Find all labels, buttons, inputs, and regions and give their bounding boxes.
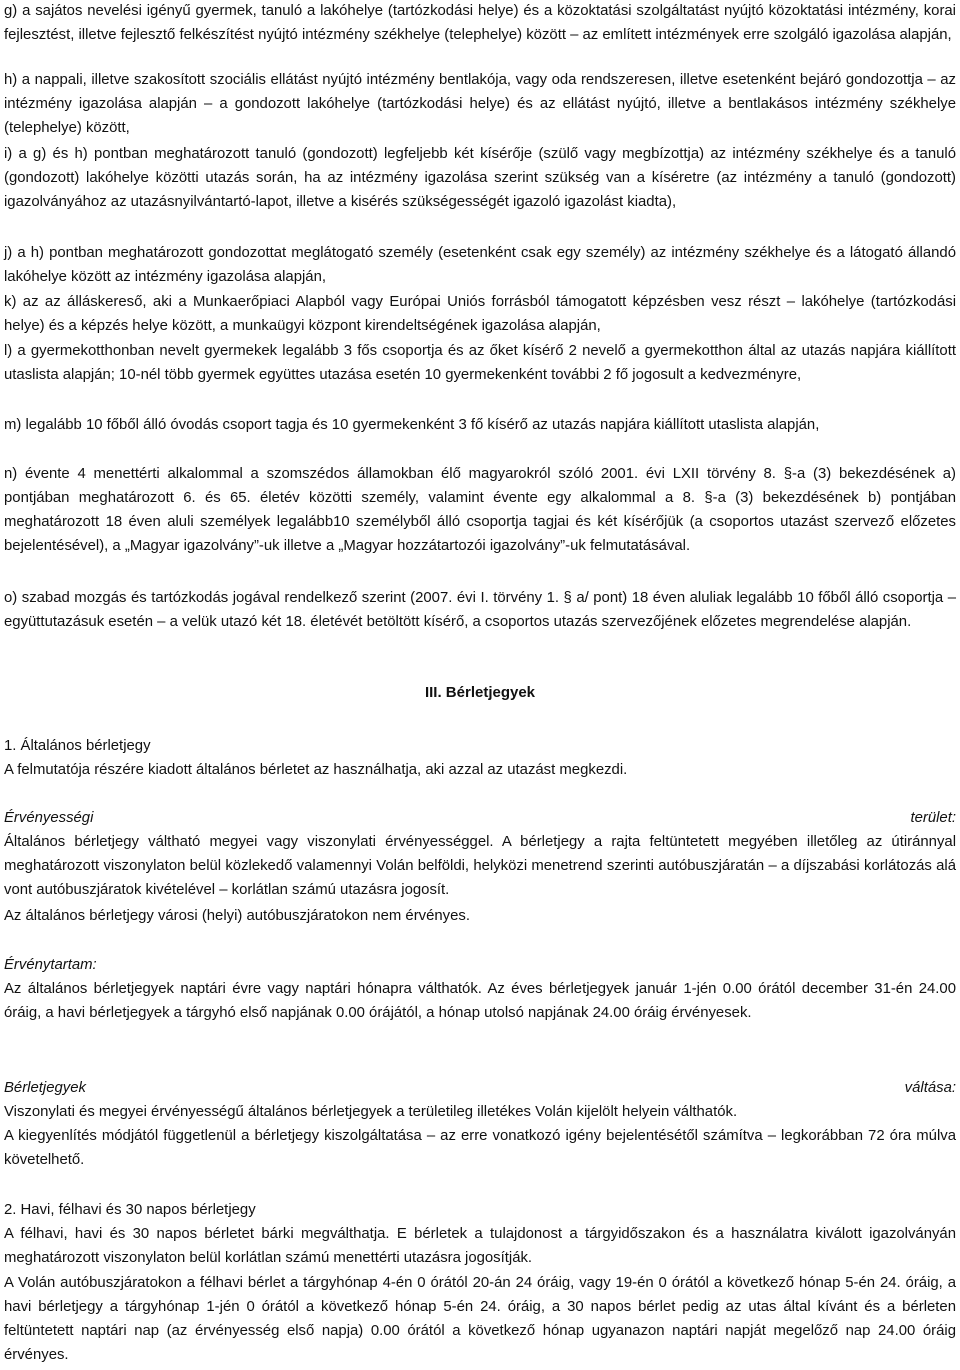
paragraph-k: k) az az álláskereső, aki a Munkaerőpiaci Alapból vagy Európai Uniós forrásból támogatott képzésben vesz részt – lakóhelye (tartózkodási helye) és a képzés helye között, a munkaügyi központ kirendeltségének igazolása alapján, [4, 294, 956, 334]
paragraph-h: h) a nappali, illetve szakosított szociális ellátást nyújtó intézmény bentlakója, vagy oda rendszeresen, illetve esetenként bejáró gondozottja – az intézmény igazolása alapján – a gondozott lakóhelye (tartózkodási helye) és az ellátást nyújtó, illetve a bentlakásos intézmény székhelye (telephelye) között, [4, 72, 956, 136]
general-pass-title: 1. Általános bérletjegy [4, 738, 151, 754]
monthly-pass-text-2: A Volán autóbuszjáratokon a félhavi bérlet a tárgyhónap 4-én 0 órától 20-án 24 óráig, vagy 19-én 0 órától a következő hónap 5-én 24. óráig, a havi bérletjegy a tárgyhónap 1-jén 0 órától a következő hónap 5-én 24. óráig, a 30 napos bérlet pedig az utas által kívánt és a bérleten feltüntetett naptári nap (az érvényesség első napja) 0.00 órától a következő hónap ugyanazon naptári napját megelőző nap 24.00 óráig érvényes. [4, 1275, 956, 1363]
purchase-text: Viszonylati és megyei érvényességű általános bérletjegyek a területileg illetékes Volán kijelölt helyein válthatók. [4, 1104, 738, 1120]
general-pass-intro: A felmutatója részére kiadott általános bérletet az használhatja, aki azzal az utazást megkezdi. [4, 762, 628, 778]
paragraph-o: o) szabad mozgás és tartózkodás jogával rendelkező szerint (2007. évi I. törvény 1. § a/ pont) 18 éven aluliak legalább 10 főből álló csoportja – együttutazásuk esetén – a velük utazó két 18. életévét betöltött kísérő, a csoportos utazás szervezőjének előzetes megrendelése alapján. [4, 590, 956, 630]
validity-period-label: Érvénytartam: [4, 957, 97, 973]
validity-area-label-right: terület: [910, 810, 956, 826]
validity-period-text: Az általános bérletjegyek naptári évre vagy naptári hónapra válthatók. Az éves bérletjegyek január 1-jén 0.00 órától december 31-én 24.00 óráig, a havi bérletjegyek a tárgyhó első napjának 0.00 órájától, a hónap utolsó napjának 24.00 óráig érvényesek. [4, 981, 956, 1021]
validity-area-note: Az általános bérletjegy városi (helyi) autóbuszjáratokon nem érvényes. [4, 908, 470, 924]
validity-area-text: Általános bérletjegy váltható megyei vagy viszonylati érvényességgel. A bérletjegy a rajta feltüntetett megyében illetőleg az útiránnyal meghatározott viszonylaton belül közlekedő valamennyi Volán belföldi, helyközi menetrend szerinti autóbuszjáratán – a díjszabási korlátozás alá vont autóbuszjáratok kivételével – korlátlan számú utazásra jogosít. [4, 834, 956, 898]
paragraph-m: m) legalább 10 főből álló óvodás csoport tagja és 10 gyermekenként 3 fő kísérő az utazás napjára kiállított utaslista alapján, [4, 417, 820, 433]
monthly-pass-title: 2. Havi, félhavi és 30 napos bérletjegy [4, 1202, 256, 1218]
paragraph-j: j) a h) pontban meghatározott gondozottat meglátogató személy (esetenként csak egy személy) az intézmény székhelye és a látogató állandó lakóhelye között az intézmény igazolása alapján, [4, 245, 956, 285]
monthly-pass-text-1: A félhavi, havi és 30 napos bérletet bárki megválthatja. E bérletek a tulajdonost a tárgyidőszakon és a használatra kiválott igazolványán meghatározott viszonylaton belül korlátlan számú menettérti utazásra jogosítják. [4, 1226, 956, 1266]
purchase-note: A kiegyenlítés módjától függetlenül a bérletjegy kiszolgáltatása – az erre vonatkozó igény bejelentésétől számítva – legkorábban 72 óra múlva követelhető. [4, 1128, 956, 1168]
paragraph-i: i) a g) és h) pontban meghatározott tanuló (gondozott) legfeljebb két kísérője (szülő vagy megbízottja) az intézmény székhelye és a tanuló (gondozott) lakóhelye közötti utazás során, ha az intézmény igazolása szerint szükség van a kíséretre (az intézmény a tanuló (gondozott) igazolványához az utazásnyilvántartó-lapot, illetve a kisérés szükségességét igazoló igazolást kiadta), [4, 146, 956, 210]
paragraph-g: g) a sajátos nevelési igényű gyermek, tanuló a lakóhelye (tartózkodási helye) és a közoktatási szolgáltatást nyújtó közoktatási intézmény, korai fejlesztést, illetve fejlesztő felkészítést nyújtó intézmény székhelye (telephelye) között – az említett intézmények erre szolgáló igazolása alapján, [4, 3, 956, 43]
section-heading: III. Bérletjegyek [424, 684, 536, 701]
purchase-label-left: Bérletjegyek [4, 1080, 86, 1096]
paragraph-n: n) évente 4 menettérti alkalommal a szomszédos államokban élő magyarokról szóló 2001. évi LXII törvény 8. §-a (3) bekezdésének a) pontjában meghatározott 6. és 65. életév közötti személy, valamint évente egy alkalommal a 8. §-a (3) bekezdésének b) pontjában meghatározott 18 éven aluli személyek legalább10 személyből álló csoportja tagjai és két kísérőjük (a csoportos utazást szervező előzetes bejelentésével), a „Magyar igazolvány”-uk illetve a „Magyar hozzátartozói igazolvány”-uk felmutatásával. [4, 466, 956, 554]
purchase-label-right: váltása: [904, 1080, 956, 1096]
paragraph-l: l) a gyermekotthonban nevelt gyermekek legalább 3 fős csoportja és az őket kísérő 2 nevelő a gyermekotthon által az utazás napjára kiállított utaslista alapján; 10-nél több gyermek együttes utazása esetén 10 gyermekenként további 2 fő jogosult a kedvezményre, [4, 343, 956, 383]
validity-area-label-left: Érvényességi [4, 810, 94, 826]
